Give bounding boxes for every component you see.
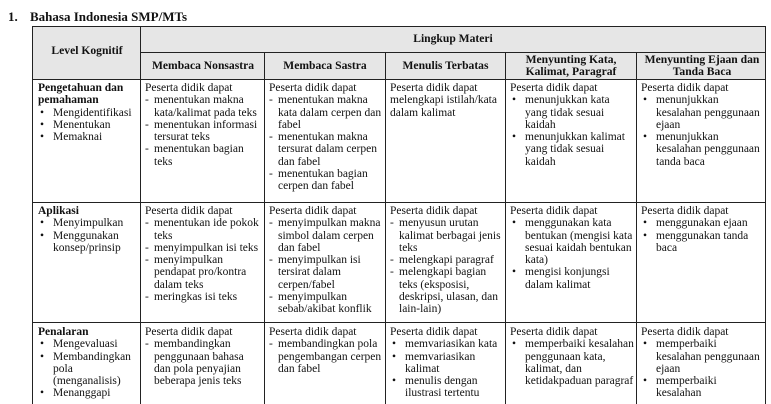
cell-item: - menentukan makna kata dalam cerpen dan fabel [269,94,383,131]
cell-item: - menyimpulkan isi teks [145,242,262,254]
cell-intro: Peserta didik dapat [269,82,357,94]
cell-intro: Peserta didik dapat melengkapi istilah/kata dalam kalimat [390,82,497,119]
section-number: 1. [8,9,18,24]
header-col-menulis-terbatas: Menulis Terbatas [402,59,489,72]
cell-item: - menentukan makna tersurat dalam cerpen dan fabel [269,131,383,168]
header-col-membaca-sastra: Membaca Sastra [283,59,367,72]
cell-item: • menggunakan tanda baca [641,230,763,255]
cell-intro: Peserta didik dapat [641,205,729,217]
cell-item: - membandingkan penggunaan bahasa dan pola penyajian beberapa jenis teks [145,338,262,387]
table-cell [145,326,262,387]
cell-item: • menulis dengan ilustrasi tertentu [390,375,503,400]
cell-item: - menyimpulkan isi tersirat dalam cerpen/fabel [269,254,383,291]
cell-item: • mengisi konjungsi dalam kalimat [510,266,634,291]
table-cell [269,326,383,375]
cell-item: • menunjukkan kalimat yang tidak sesuai kaidah [510,131,634,168]
cell-item: • menunjukkan kesalahan penggunaan ejaan [641,94,763,131]
col-divider-2 [264,52,265,404]
table-cell [145,205,262,303]
header-border-bottom [32,79,766,80]
cell-item: • memvariasikan kata [390,338,503,350]
level-item: • Membandingkan pola (menganalisis) [38,351,138,388]
cell-intro: Peserta didik dapat [641,326,729,338]
cell-item: - menyusun urutan kalimat berbagai jenis teks [390,217,503,254]
header-col-membaca-nonsastra: Membaca Nonsastra [151,59,255,72]
cell-item: - menyimpulkan makna simbol dalam cerpen dan fabel [269,217,383,254]
table-cell [390,82,503,119]
cell-item: - menentukan bagian cerpen dan fabel [269,168,383,193]
table-cell [269,205,383,316]
table-cell [390,326,503,400]
level-cell [38,205,138,254]
cell-item: • menunjukkan kesalahan penggunaan tanda baca [641,131,763,168]
table-border-right [765,26,766,404]
table-cell [390,205,503,316]
cell-intro: Peserta didik dapat [510,205,598,217]
cell-item: - membandingkan pola pengembangan cerpen dan fabel [269,338,383,375]
cell-intro: Peserta didik dapat [145,326,233,338]
cell-item: - meringkas isi teks [145,291,262,303]
cell-item: - menentukan makna kata/kalimat pada teks [145,94,262,119]
col-divider-5 [636,52,637,404]
cell-item: • memperbaiki kesalahan [641,375,763,400]
level-item: • Menanggapi [38,387,138,399]
level-item: • Memaknai [38,131,138,143]
level-item: • Mengevaluasi [38,338,138,350]
level-item: • Mengidentifikasi [38,107,138,119]
cell-item: - menentukan bagian teks [145,143,262,168]
cell-intro: Peserta didik dapat [390,205,478,217]
cell-item: • menunjukkan kata yang tidak sesuai kaidah [510,94,634,131]
cell-intro: Peserta didik dapat [641,82,729,94]
table-border-top [32,26,766,27]
row-divider-1 [32,202,766,203]
col-divider-4 [505,52,506,404]
cell-item: - menyimpulkan pendapat pro/kontra dalam teks [145,254,262,291]
section-title: Bahasa Indonesia SMP/MTs [30,9,188,24]
table-cell [510,326,634,387]
cell-item: • menggunakan ejaan [641,217,763,229]
table-cell [641,205,763,254]
col-divider-1 [140,26,141,404]
cell-item: • menggunakan kata bentukan (mengisi kata sesuai kaidah bentukan kata) [510,217,634,266]
header-col-menyunting-kata: Menyunting Kata, Kalimat, Paragraf [525,53,617,79]
cell-item: • memperbaiki kesalahan penggunaan kata, kalimat, dan ketidakpaduan paragraf [510,338,634,387]
cell-item: - menentukan ide pokok teks [145,217,262,242]
table-cell [145,82,262,168]
row-divider-2 [32,322,766,323]
header-level-kognitif: Level Kognitif [51,44,123,57]
cell-item: - melengkapi paragraf [390,254,503,266]
table-cell [269,82,383,193]
col-divider-3 [385,52,386,404]
cell-intro: Peserta didik dapat [145,205,233,217]
table-cell [641,82,763,168]
cell-intro: Peserta didik dapat [269,326,357,338]
level-cell [38,326,138,400]
table-cell [510,205,634,291]
level-title: Penalaran [38,326,89,338]
header-col-menyunting-ejaan: Menyunting Ejaan dan Tanda Baca [644,53,760,79]
cell-item: - melengkapi bagian teks (eksposisi, deskripsi, ulasan, dan lain-lain) [390,266,503,315]
cell-intro: Peserta didik dapat [269,205,357,217]
cell-intro: Peserta didik dapat [390,326,478,338]
level-item: • Menentukan [38,119,138,131]
cell-intro: Peserta didik dapat [510,82,598,94]
level-item: • Menyimpulkan [38,217,138,229]
table-cell [510,82,634,168]
level-cell [38,82,138,143]
cell-item: • memvariasikan kalimat [390,351,503,376]
table-cell [641,326,763,400]
header-lingkup-materi: Lingkup Materi [413,32,493,45]
cell-item: - menentukan informasi tersurat teks [145,119,262,144]
cell-intro: Peserta didik dapat [510,326,598,338]
table-border-left [32,26,33,404]
level-title: Pengetahuan dan pemahaman [38,82,124,107]
cell-item: - menyimpulkan sebab/akibat konflik [269,291,383,316]
cell-item: • memperbaiki kesalahan penggunaan ejaan [641,338,763,375]
level-title: Aplikasi [38,205,79,217]
cell-intro: Peserta didik dapat [145,82,233,94]
level-item: • Menggunakan konsep/prinsip [38,230,138,255]
